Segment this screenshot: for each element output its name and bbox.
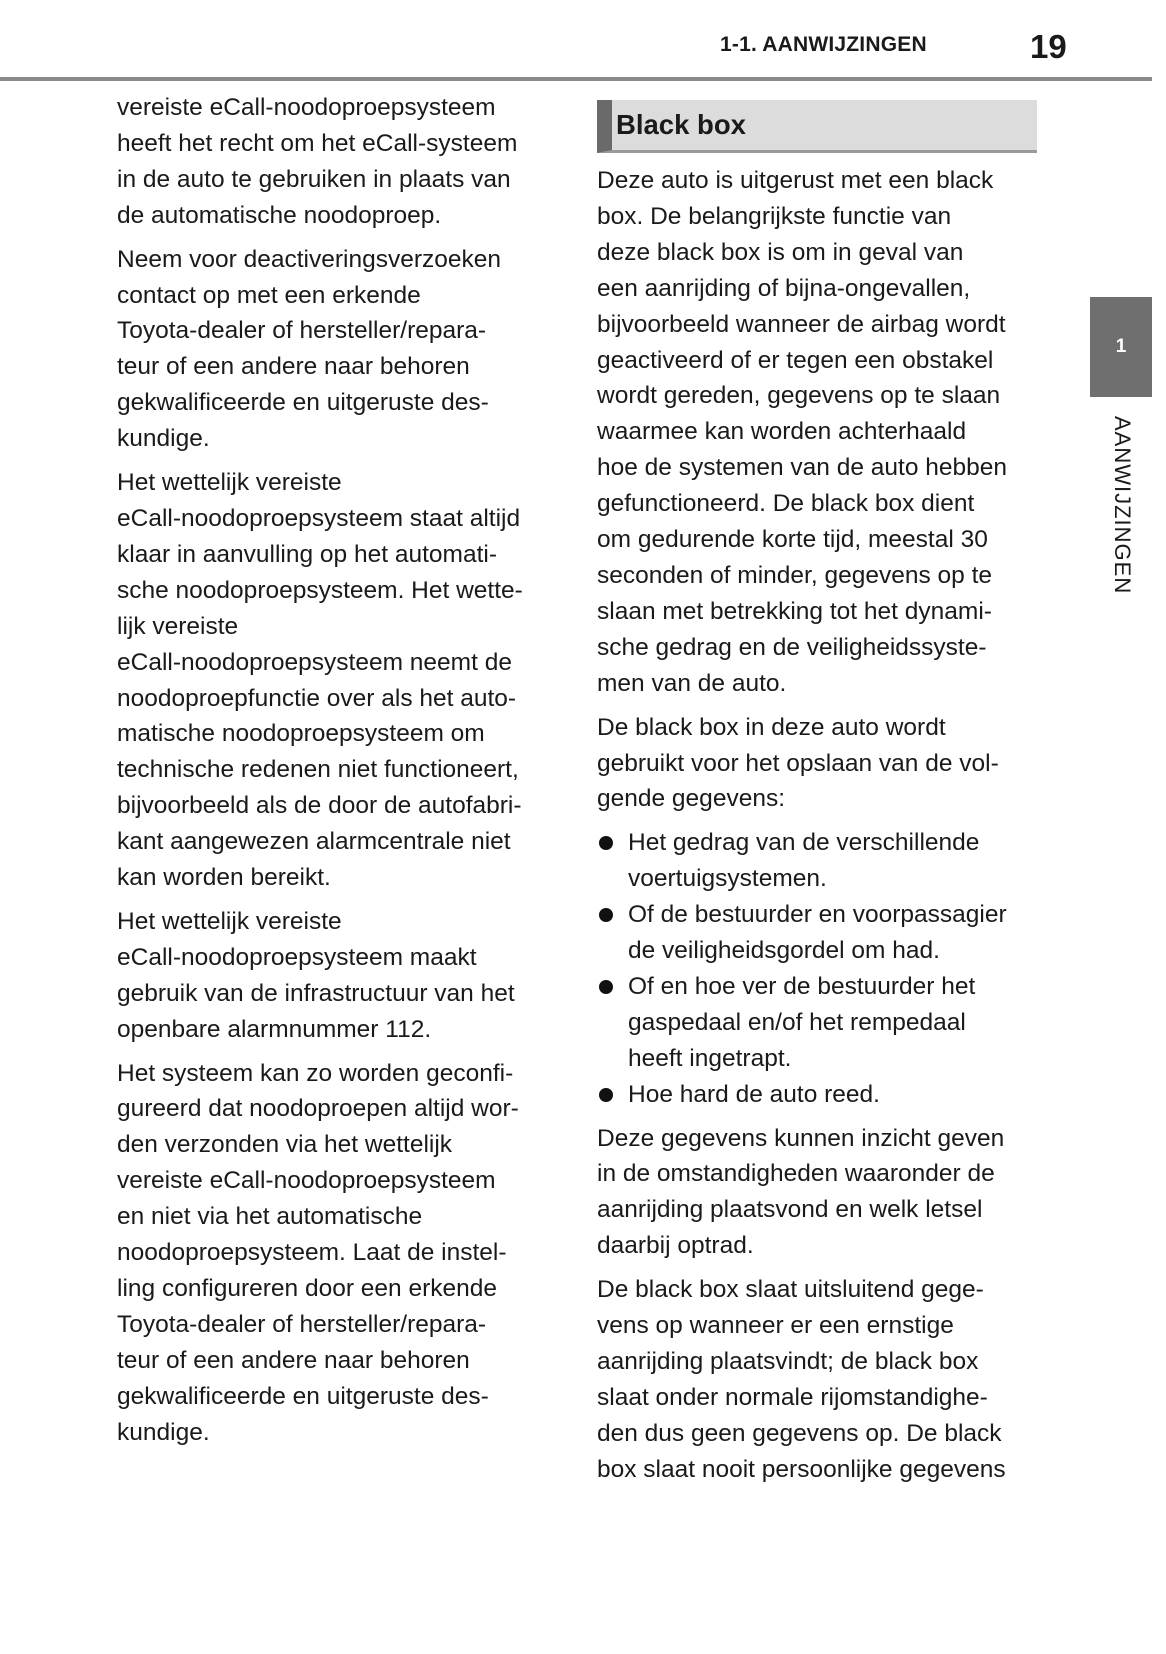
text-line: de automatische noodoproep. xyxy=(117,201,442,229)
text-line: eCall-noodoproepsysteem maakt xyxy=(117,943,477,971)
text-line: noodoproepsysteem. Laat de instel- xyxy=(117,1239,507,1267)
page-number: 19 xyxy=(1030,28,1067,65)
text-line: kan worden bereikt. xyxy=(117,864,331,892)
chapter-label: AANWIJZINGEN xyxy=(1110,416,1135,595)
text-line: heeft ingetrapt. xyxy=(628,1044,792,1072)
bullet-icon xyxy=(599,836,613,850)
section-title: 1-1. AANWIJZINGEN xyxy=(720,33,927,56)
list-item xyxy=(597,897,1037,969)
text-line: men van de auto. xyxy=(597,669,787,697)
header-divider xyxy=(0,77,1152,81)
text-line: kundige. xyxy=(117,1418,210,1446)
text-line: slaan met betrekking tot het dynami- xyxy=(597,597,992,625)
text-line: eCall-noodoproepsysteem neemt de xyxy=(117,648,512,676)
paragraph xyxy=(117,1056,567,1451)
text-line: Toyota-dealer of hersteller/repara- xyxy=(117,317,487,345)
text-line: Het wettelijk vereiste xyxy=(117,907,342,935)
text-line: deze black box is om in geval van xyxy=(597,238,964,266)
text-line: in de omstandigheden waaronder de xyxy=(597,1160,995,1188)
text-line: gefunctioneerd. De black box dient xyxy=(597,490,975,518)
text-line: bijvoorbeeld als de door de autofabri- xyxy=(117,792,522,820)
text-line: teur of een andere naar behoren xyxy=(117,353,470,381)
text-line: openbare alarmnummer 112. xyxy=(117,1015,432,1043)
text-line: hoe de systemen van de auto hebben xyxy=(597,454,1008,482)
text-line: voertuigsystemen. xyxy=(628,865,827,893)
paragraph xyxy=(117,904,567,1048)
text-line: Hoe hard de auto reed. xyxy=(628,1080,880,1108)
text-line: gende gegevens: xyxy=(597,785,785,813)
text-line: in de auto te gebruiken in plaats van xyxy=(117,165,511,193)
text-line: gureerd dat noodoproepen altijd wor- xyxy=(117,1095,519,1123)
text-line: matische noodoproepsysteem om xyxy=(117,720,485,748)
text-line: Toyota-dealer of hersteller/repara- xyxy=(117,1310,487,1338)
text-line: gekwalificeerde en uitgeruste des- xyxy=(117,1382,489,1410)
bullet-icon xyxy=(599,908,613,922)
text-line: lijk vereiste xyxy=(117,612,239,640)
text-line: gekwalificeerde en uitgeruste des- xyxy=(117,389,489,417)
text-line: de veiligheidsgordel om had. xyxy=(628,937,940,965)
right-column xyxy=(597,100,1037,1496)
bullet-list xyxy=(597,825,1037,1112)
list-item xyxy=(597,969,1037,1077)
paragraph xyxy=(597,1272,1037,1487)
text-line: een aanrijding of bijna-ongevallen, xyxy=(597,274,971,302)
text-line: kant aangewezen alarmcentrale niet xyxy=(117,828,511,856)
text-line: slaat onder normale rijomstandighe- xyxy=(597,1383,988,1411)
section-heading-black-box: Black box xyxy=(597,100,1037,153)
paragraph xyxy=(597,163,1037,702)
left-column xyxy=(117,90,567,1459)
text-line: kundige. xyxy=(117,425,210,453)
paragraph xyxy=(117,242,567,457)
text-line: vereiste eCall-noodoproepsysteem xyxy=(117,94,496,121)
text-line: den dus geen gegevens op. De black xyxy=(597,1419,1002,1447)
text-line: gebruik van de infrastructuur van het xyxy=(117,979,515,1007)
text-line: box slaat nooit persoonlijke gegevens xyxy=(597,1455,1006,1483)
text-line: geactiveerd of er tegen een obstakel xyxy=(597,346,994,374)
list-item xyxy=(597,1077,1037,1113)
list-item xyxy=(597,825,1037,897)
text-line: aanrijding plaatsvindt; de black box xyxy=(597,1348,979,1375)
chapter-tab xyxy=(1090,297,1152,397)
text-line: Het systeem kan zo worden geconfi- xyxy=(117,1059,514,1087)
text-line: om gedurende korte tijd, meestal 30 xyxy=(597,526,988,554)
text-line: Neem voor deactiveringsverzoeken xyxy=(117,245,502,273)
text-line: gaspedaal en/of het rempedaal xyxy=(628,1008,966,1036)
paragraph xyxy=(117,465,567,896)
text-line: seconden of minder, gegevens op te xyxy=(597,561,993,589)
text-line: contact op met een erkende xyxy=(117,281,421,309)
text-line: De black box slaat uitsluitend gege- xyxy=(597,1276,984,1304)
text-line: vens op wanneer er een ernstige xyxy=(597,1312,954,1340)
text-line: sche gedrag en de veiligheidssyste- xyxy=(597,633,987,661)
text-line: waarmee kan worden achterhaald xyxy=(597,418,967,446)
text-line: Het wettelijk vereiste xyxy=(117,469,342,497)
text-line: daarbij optrad. xyxy=(597,1232,754,1260)
text-line: eCall-noodoproepsysteem staat altijd xyxy=(117,504,521,532)
text-line: teur of een andere naar behoren xyxy=(117,1346,470,1374)
text-line: Of en hoe ver de bestuurder het xyxy=(628,972,976,1000)
text-line: wordt gereden, gegevens op te slaan xyxy=(597,382,1001,410)
paragraph xyxy=(117,90,567,234)
chapter-number: 1 xyxy=(1115,336,1127,357)
text-line: box. De belangrijkste functie van xyxy=(597,202,952,230)
text-line: bijvoorbeeld wanneer de airbag wordt xyxy=(597,310,1006,338)
text-line: Deze gegevens kunnen inzicht geven xyxy=(597,1124,1005,1152)
paragraph xyxy=(597,710,1037,818)
text-line: ling configureren door een erkende xyxy=(117,1275,498,1302)
text-line: De black box in deze auto wordt xyxy=(597,713,946,741)
text-line: en niet via het automatische xyxy=(117,1203,423,1231)
bullet-icon xyxy=(599,1088,613,1102)
text-line: klaar in aanvulling op het automati- xyxy=(117,540,497,568)
text-line: Deze auto is uitgerust met een black xyxy=(597,167,994,194)
text-line: noodoproepfunctie over als het auto- xyxy=(117,684,517,712)
text-line: vereiste eCall-noodoproepsysteem xyxy=(117,1167,496,1195)
text-line: heeft het recht om het eCall-systeem xyxy=(117,129,518,157)
paragraph xyxy=(597,1121,1037,1265)
text-line: Of de bestuurder en voorpassagier xyxy=(628,901,1007,929)
bullet-icon xyxy=(599,980,613,994)
text-line: sche noodoproepsysteem. Het wette- xyxy=(117,576,523,604)
text-line: den verzonden via het wettelijk xyxy=(117,1131,453,1159)
text-line: Het gedrag van de verschillende xyxy=(628,829,980,857)
text-line: aanrijding plaatsvond en welk letsel xyxy=(597,1196,983,1224)
text-line: gebruikt voor het opslaan van de vol- xyxy=(597,749,999,777)
text-line: technische redenen niet functioneert, xyxy=(117,756,519,784)
